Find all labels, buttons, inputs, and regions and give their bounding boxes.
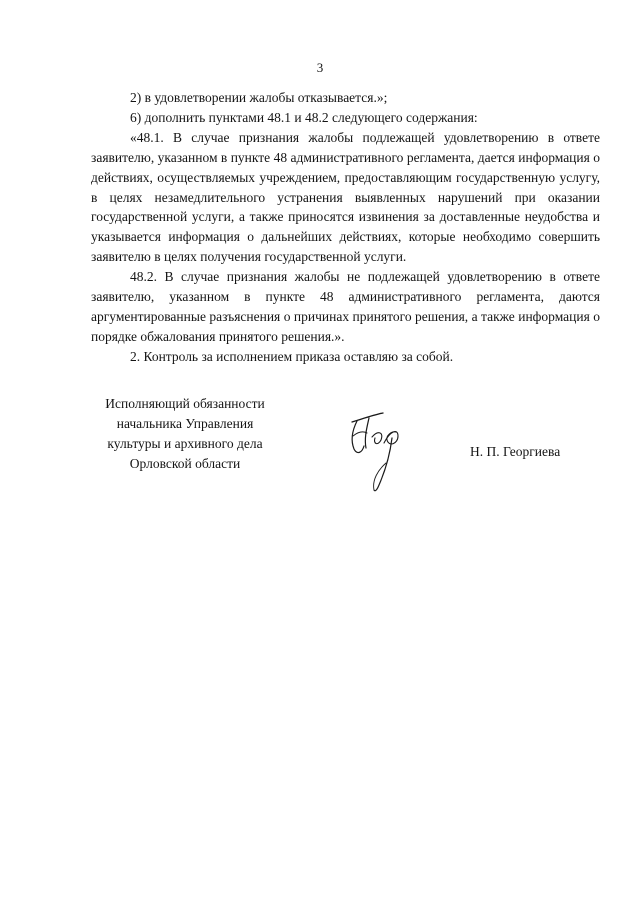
paragraph-item-2: 2) в удовлетворении жалобы отказывается.»; bbox=[130, 90, 388, 105]
signature-stroke bbox=[353, 432, 367, 436]
paragraph-clause-48-2: 48.2. В случае признания жалобы не подлежащей удовлетворению в ответе заявителю, указанном в пункте 48 административного регламента, даются аргументированные разъяснения о причинах принятого решения, а также информация о порядке обжалования принятого решения.». bbox=[91, 269, 600, 344]
position-line: культуры и архивного дела bbox=[107, 436, 263, 451]
document-body bbox=[91, 88, 600, 367]
position-line: начальника Управления bbox=[116, 416, 254, 431]
page-number: 3 bbox=[316, 60, 324, 75]
position-line: Орловской области bbox=[129, 456, 241, 471]
signatory-position bbox=[92, 394, 278, 474]
signature-stroke bbox=[372, 433, 382, 444]
signature-stroke bbox=[352, 421, 364, 453]
signature-stroke bbox=[374, 438, 392, 491]
handwritten-signature bbox=[340, 406, 412, 498]
paragraph-item-6: 6) дополнить пунктами 48.1 и 48.2 следующего содержания: bbox=[130, 109, 478, 125]
paragraph-point-2: 2. Контроль за исполнением приказа оставляю за собой. bbox=[130, 348, 454, 364]
signer-name: Н. П. Георгиева bbox=[470, 444, 561, 459]
signature-stroke bbox=[374, 463, 386, 490]
position-line: Исполняющий обязанности bbox=[105, 396, 265, 411]
paragraph-clause-48-1: «48.1. В случае признания жалобы подлежащей удовлетворению в ответе заявителю, указанном в пункте 48 административного регламента, дается информация о действиях, осуществляемых учреждением, предоставляющим государственную услугу, в целях незамедлительного устранения выявленных нарушений при оказании государственной услуги, а также приносятся извинения за доставленные неудобства и указывается информация о дальнейших действиях, которые необходимо совершить заявителю в целях получения государственной услуги. bbox=[91, 129, 600, 265]
